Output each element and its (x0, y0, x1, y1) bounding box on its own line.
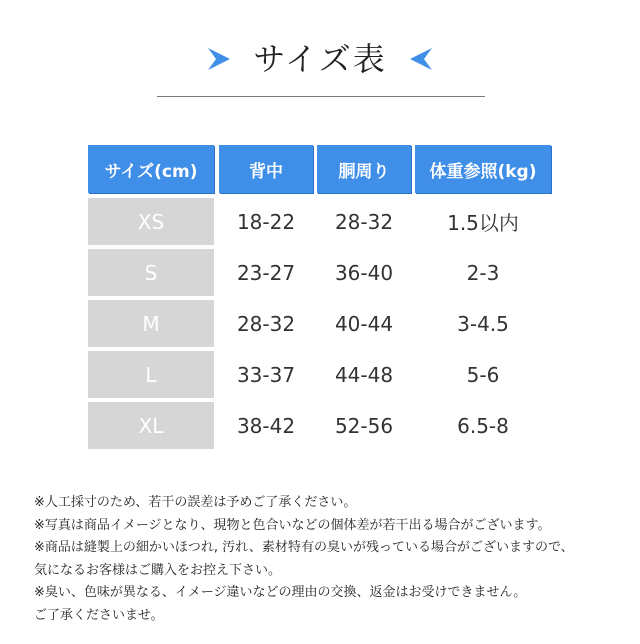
back-cell: 38-42 (236, 413, 296, 438)
header-back: 背中 (219, 145, 313, 193)
waist-cell: 44-48 (334, 362, 394, 387)
note-line: ※人工採寸のため、若干の誤差は予めご了承ください。 (34, 495, 357, 510)
title-bar (0, 36, 640, 86)
size-cell-l: L (88, 351, 214, 398)
weight-cell: 3-4.5 (457, 311, 509, 336)
back-cell: 18-22 (236, 209, 296, 234)
size-cell-s: S (88, 249, 214, 296)
weight-cell: 5-6 (466, 362, 500, 387)
size-table (88, 145, 551, 453)
notes-block (34, 492, 634, 628)
back-cell: 33-37 (236, 362, 296, 387)
chevron-left-icon (406, 46, 436, 72)
size-cell-xl: XL (88, 402, 214, 449)
note-line: ※写真は商品イメージとなり、現物と色合いなどの個体差が若干出る場合がございます。 (34, 517, 551, 533)
waist-cell: 52-56 (334, 413, 394, 438)
size-cell-m: M (88, 300, 214, 347)
page-title: サイズ表 (253, 40, 387, 78)
back-cell: 28-32 (236, 311, 296, 336)
header-size: サイズ(cm) (88, 145, 214, 193)
note-line: ※臭い、色味が異なる、イメージ違いなどの理由の交換、返金はお受けできません。 (34, 585, 527, 601)
back-cell: 23-27 (236, 260, 296, 285)
note-line: ※商品は縫製上の細かいほつれ, 汚れ、素材特有の臭いが残っている場合がございますので、 (34, 540, 574, 556)
weight-cell: 1.5以内 (447, 211, 519, 235)
size-cell-xs: XS (88, 198, 214, 245)
note-line: ご了承くださいませ。 (34, 607, 164, 623)
note-line: 気になるお客様はご購入をお控え下さい。 (34, 562, 282, 578)
header-waist: 胴周り (317, 145, 411, 193)
waist-cell: 40-44 (334, 311, 394, 336)
waist-cell: 28-32 (334, 209, 394, 234)
waist-cell: 36-40 (334, 260, 394, 285)
weight-cell: 2-3 (466, 260, 500, 285)
weight-cell: 6.5-8 (457, 413, 509, 438)
header-weight: 体重参照(kg) (415, 145, 551, 193)
title-divider (157, 96, 485, 97)
